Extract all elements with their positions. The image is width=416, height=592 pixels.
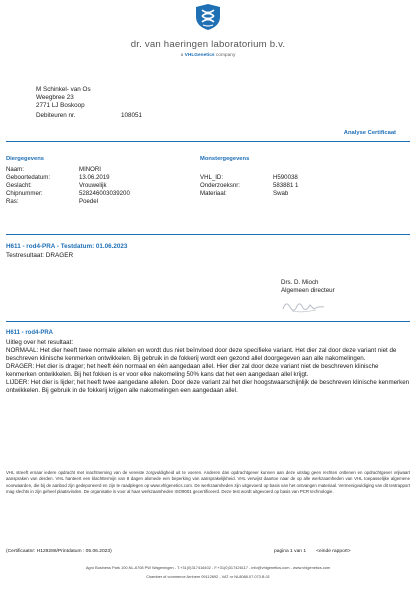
sample-row: Onderzoeksnr: 583881 1 <box>200 181 299 189</box>
sample-row: VHL_ID: H590038 <box>200 174 298 181</box>
explanation-body <box>6 339 410 395</box>
sample-data <box>200 174 298 198</box>
report-end: <einde rapport> <box>316 549 351 554</box>
explanation-heading: H611 - rod4-PRA <box>6 330 54 336</box>
explanation-normal: NORMAAL: Het dier heeft twee normale allelen en wordt dus niet beïnvloed door deze specifieke variant. Het dier zal door deze variant niet de beschreven klinische kenmerken ontwikkelen. Bij gebruik in de fokkerij wordt een gezond allel doorgegeven aan alle nakomelingen. <box>6 347 397 362</box>
page-info <box>274 549 351 554</box>
animal-data <box>6 166 130 206</box>
animal-row: Geslacht: Vrouwelijk <box>6 181 107 189</box>
certificate-number: (Certificaatnr: H129286/Printdatum : 05.06.2023) <box>6 549 112 554</box>
signature-image <box>280 297 328 315</box>
page-number: pagina 1 van 1 <box>274 549 307 554</box>
debtor-line <box>36 112 143 119</box>
disclaimer-text: VHL streeft ernaar iedere opdracht met inachtneming van de vereiste zorgvuldigheid uit te voeren. Anderen dan opdrachtgever kunnen aan deze uitslag geen rechten ontlenen en opdrachtgever vrijwaart aanspraken van derden. VHL hanteert een klachttermijn van 8 dagen alsmede een beperking van aansprakelijkheid. VHL verwijst daartoe naar de op alle werkzaamheden van VHL toepasselijke algemene voorwaarden, die bij de aanbod zijn gedeponeerd en zijn te raadplegen op www.vhlgenetics.com. De werkzaamheden zijn uitgevoerd op basis van het ontvangen materiaal. Vermenigvuldiging van dit testrapport mag slechts in zijn geheel plaatsvinden. De organisatie is voor al haar werkzaamheden ISO9001 gecertificeerd. Deze test wordt uitgevoerd op basis van PCR technologie. <box>6 470 410 494</box>
footer-registration: Chamber of commerce Arnhem 09112692 - VAT nr NL8088.07.073.B.01 <box>146 574 270 579</box>
signatory-name: Drs. D. Mioch <box>281 279 319 286</box>
recipient-city: 2771 LJ Boskoop <box>36 102 85 109</box>
divider <box>6 141 410 142</box>
test-result: Testresultaat: DRAGER <box>6 252 74 259</box>
debtor-number: 108051 <box>121 112 143 119</box>
animal-row: Chipnummer: 528246003039200 <box>6 189 130 197</box>
divider <box>6 234 410 235</box>
explanation-intro: Uitleg over het resultaat: <box>6 339 74 346</box>
explanation-affected: LIJDER: Het dier is lijder; het heeft twee aangedane allelen. Door deze variant zal het dier hoogstwaarschijnlijk de beschreven klinische kenmerken ontwikkelen. Bij gebruik in de fokkerij krijgen alle nakomelingen een aangedaan allel. <box>6 379 410 394</box>
divider <box>6 321 410 322</box>
company-logo-icon <box>194 3 222 31</box>
sample-row: Materiaal: Swab <box>200 189 289 197</box>
animal-heading: Diergegevens <box>6 156 45 162</box>
explanation-carrier: DRAGER: Het dier is drager; het heeft één normaal en één aangedaan allel. Hier dier zal door deze variant niet de beschreven klinische kenmerken ontwikkelen. Bij het fokken is er voor elke nakomeling 50% kans dat het een aangedaan allel krijgt. <box>6 363 379 378</box>
recipient-name: M Schinkel- van Os <box>36 86 91 93</box>
debtor-label: Debiteuren nr. <box>36 112 76 119</box>
company-subline: a VHLGenetics company <box>180 53 236 58</box>
sample-heading: Monstergegevens <box>200 156 250 162</box>
animal-row: Naam: MINORI <box>6 166 102 173</box>
animal-row: Ras: Poedel <box>6 197 98 205</box>
document-title: Analyse Certificaat <box>343 130 396 136</box>
company-name: dr. van haeringen laboratorium b.v. <box>130 39 286 50</box>
footer-address: Agro Business Park 100,NL-6708 PW Wageningen - T.+31(0)317416402 - F.+31(0)317426117 - info@vhlgenetics.com - www.vhlgenetics.com <box>85 565 331 570</box>
signatory-title: Algemeen directeur <box>281 287 335 294</box>
test-heading: H611 - rod4-PRA - Testdatum: 01.06.2023 <box>6 243 128 250</box>
recipient-street: Weegbree 23 <box>36 94 74 101</box>
brand-name: VHLGenetics <box>184 53 215 58</box>
animal-row: Geboortedatum: 13.06.2019 <box>6 173 110 181</box>
